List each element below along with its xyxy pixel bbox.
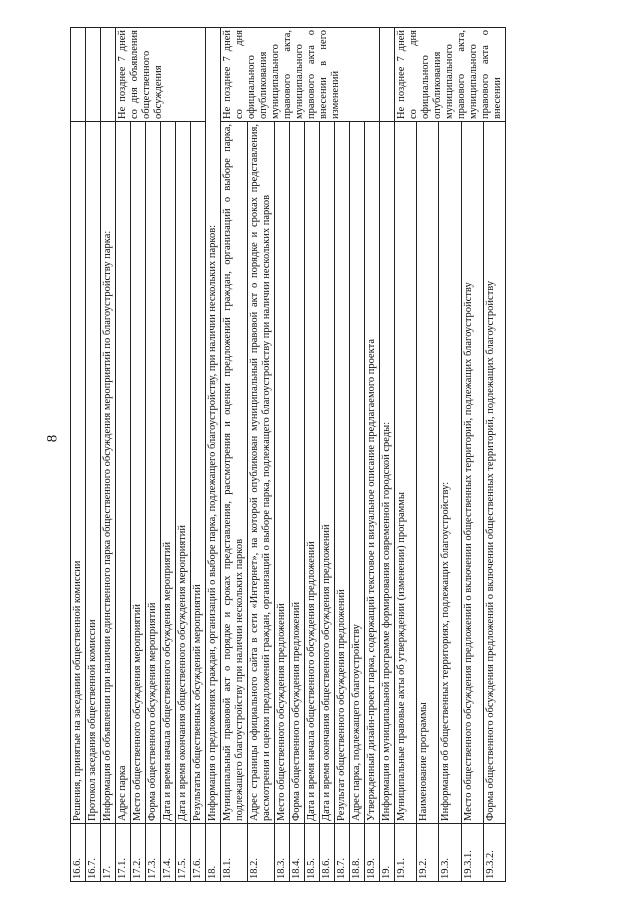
deadline-cell: [86, 28, 101, 122]
table-row: [395, 28, 417, 882]
table-row: [221, 28, 248, 882]
row-number: 17.5.: [176, 824, 191, 882]
row-number: 19.3.2.: [483, 824, 505, 882]
table-row: [305, 28, 320, 882]
table-row: [176, 28, 191, 882]
table-row: [191, 28, 206, 882]
deadline-cell: [380, 28, 395, 122]
row-number: 19.2.: [417, 824, 439, 882]
row-text: Решения, принятые на заседании общественной комиссии: [71, 122, 86, 824]
row-text: Муниципальный правовой акт о порядке и сроках представления, рассмотрения и оценки предложений граждан, организаций о выборе парка, подлежащего благоустройству при наличии нескольких парков: [221, 122, 248, 824]
row-number: 17.: [101, 824, 116, 882]
deadline-cell: Не позднее 7 дней со дня объявления общественного обсуждения: [116, 28, 206, 122]
row-number: 18.5.: [305, 824, 320, 882]
row-number: 17.6.: [191, 824, 206, 882]
deadline-cell: [71, 28, 86, 122]
table-row: [116, 28, 131, 882]
row-number: 19.3.1.: [461, 824, 483, 882]
row-number: 18.6.: [320, 824, 335, 882]
table-row: [417, 28, 439, 882]
row-text: Результат общественного обсуждения предложений: [335, 122, 350, 824]
table-row: [206, 28, 221, 882]
row-number: 18.4.: [290, 824, 305, 882]
row-text: Информация о предложениях граждан, организаций о выборе парка, подлежащего благоустройству, при наличии нескольких парков:: [206, 28, 221, 824]
row-text: Информация об общественных территориях, подлежащих благоустройству:: [439, 122, 461, 824]
row-number: 18.3.: [275, 824, 290, 882]
row-text: Дата и время окончания общественного обсуждения мероприятий: [176, 122, 191, 824]
row-number: 17.2.: [131, 824, 146, 882]
row-text: Дата и время окончания общественного обсуждения предложений: [320, 122, 335, 824]
row-number: 18.2.: [248, 824, 275, 882]
information-table: [70, 27, 506, 882]
row-text: Муниципальные правовые акты об утверждении (изменении) программы: [395, 122, 417, 824]
table-row: [350, 28, 365, 882]
row-number: 16.6.: [71, 824, 86, 882]
row-text: Адрес страницы официального сайта в сети «Интернет», на которой опубликован муниципальный правовой акт о порядке и сроках представления, рассмотрения и оценки предложений граждан, организаций о выборе парка, подлежащего благоустройству при наличии нескольких парков: [248, 122, 275, 824]
row-text: Форма общественного обсуждения предложений: [290, 122, 305, 824]
table-row: [101, 28, 116, 882]
row-text: Адрес парка, подлежащего благоустройству: [350, 122, 365, 824]
row-number: 17.3.: [146, 824, 161, 882]
table-row: [131, 28, 146, 882]
table-row: [275, 28, 290, 882]
row-text: Форма общественного обсуждения мероприятий: [146, 122, 161, 824]
row-number: 18.: [206, 824, 221, 882]
row-text: Утвержденный дизайн-проект парка, содержащий текстовое и визуальное описание предлагаемого проекта: [365, 122, 380, 824]
row-text: Дата и время начала общественного обсуждения мероприятий: [161, 122, 176, 824]
rotated-table-wrapper: [70, 27, 595, 882]
row-text: Место общественного обсуждения мероприятий: [131, 122, 146, 824]
deadline-cell: Не позднее 7 дней со дня официального опубликования муниципального правового акта, муниципального правового акта о внесении: [395, 28, 506, 122]
row-text: Информация об объявлении при наличии единственного парка общественного обсуждения мероприятий по благоустройству парка:: [101, 122, 116, 824]
row-number: 19.1.: [395, 824, 417, 882]
table-row: [365, 28, 380, 882]
table-row: [461, 28, 483, 882]
row-text: Информация о муниципальной программе формирования современной городской среды:: [380, 122, 395, 824]
table-row: [320, 28, 335, 882]
row-number: 17.4.: [161, 824, 176, 882]
row-number: 19.: [380, 824, 395, 882]
row-text: Место общественного обсуждения предложений: [275, 122, 290, 824]
table-row: [335, 28, 350, 882]
table-row: [161, 28, 176, 882]
table-row: [290, 28, 305, 882]
row-number: 16.7.: [86, 824, 101, 882]
table-row: [483, 28, 505, 882]
row-number: 17.1.: [116, 824, 131, 882]
row-text: Протокол заседания общественной комиссии: [86, 122, 101, 824]
page-number: 8: [44, 434, 61, 443]
table-row: [71, 28, 86, 882]
table-row: [146, 28, 161, 882]
deadline-cell: [101, 28, 116, 122]
table-row: [86, 28, 101, 882]
row-number: 18.1.: [221, 824, 248, 882]
table-row: [439, 28, 461, 882]
row-number: 18.7.: [335, 824, 350, 882]
row-text: Место общественного обсуждения предложений о включении общественных территорий, подлежащих благоустройству: [461, 122, 483, 824]
row-text: Наименование программы: [417, 122, 439, 824]
row-text: Форма общественного обсуждения предложений о включении общественных территорий, подлежащих благоустройству: [483, 122, 505, 824]
table-row: [380, 28, 395, 882]
row-text: Адрес парка: [116, 122, 131, 824]
row-number: 18.9.: [365, 824, 380, 882]
row-number: 19.3.: [439, 824, 461, 882]
table-row: [248, 28, 275, 882]
deadline-cell: Не позднее 7 дней со дня официального опубликования муниципального правового акта, муниципального правового акта о внесении в него изменений: [221, 28, 380, 122]
row-text: Дата и время начала общественного обсуждения предложений: [305, 122, 320, 824]
row-number: 18.8.: [350, 824, 365, 882]
row-text: Результаты общественных обсуждений мероприятий: [191, 122, 206, 824]
